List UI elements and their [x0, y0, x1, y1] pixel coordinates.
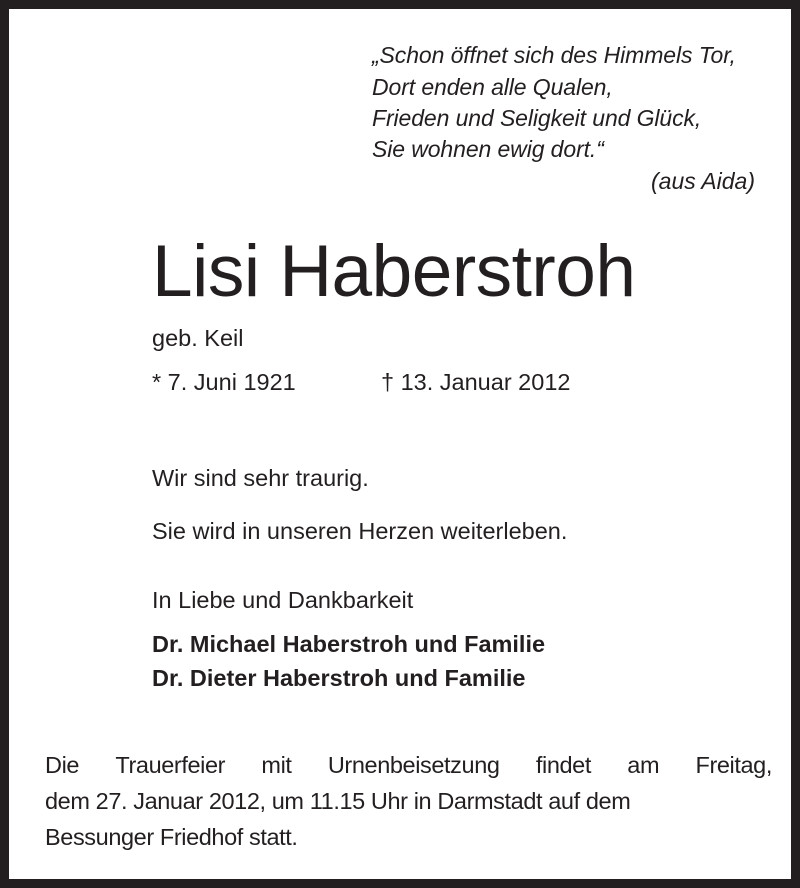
message-line-2: Sie wird in unseren Herzen weiterleben.	[152, 518, 568, 544]
service-notice-line-3: Bessunger Friedhof statt.	[45, 824, 298, 850]
mourner-name-1: Dr. Michael Haberstroh und Familie	[152, 631, 546, 657]
quote-line-1: „Schon öffnet sich des Himmels Tor,	[372, 42, 736, 68]
mourner-name-2: Dr. Dieter Haberstroh und Familie	[152, 665, 526, 691]
quote-line-2: Dort enden alle Qualen,	[372, 74, 613, 100]
quote-line-4: Sie wohnen ewig dort.“	[372, 136, 604, 162]
service-notice	[45, 747, 772, 855]
message-line-1: Wir sind sehr traurig.	[152, 465, 369, 491]
mourners-intro: In Liebe und Dankbarkeit	[152, 587, 414, 613]
maiden-name: geb. Keil	[152, 325, 244, 351]
notice-word: Freitag,	[695, 752, 772, 778]
notice-word: mit	[261, 752, 292, 778]
quote-line-3: Frieden und Seligkeit und Glück,	[372, 105, 702, 131]
notice-word: am	[627, 752, 660, 778]
quote-source: (aus Aida)	[651, 168, 755, 194]
birth-date: * 7. Juni 1921	[152, 369, 296, 395]
death-date: † 13. Januar 2012	[381, 369, 571, 395]
service-notice-line-2: dem 27. Januar 2012, um 11.15 Uhr in Darmstadt auf dem	[45, 788, 631, 814]
notice-word: Urnenbeisetzung	[327, 752, 500, 778]
service-notice-line-1	[45, 747, 772, 783]
notice-word: findet	[535, 752, 591, 778]
deceased-name: Lisi Haberstroh	[152, 231, 636, 312]
notice-word: Trauerfeier	[115, 752, 226, 778]
notice-word: Die	[45, 752, 80, 778]
